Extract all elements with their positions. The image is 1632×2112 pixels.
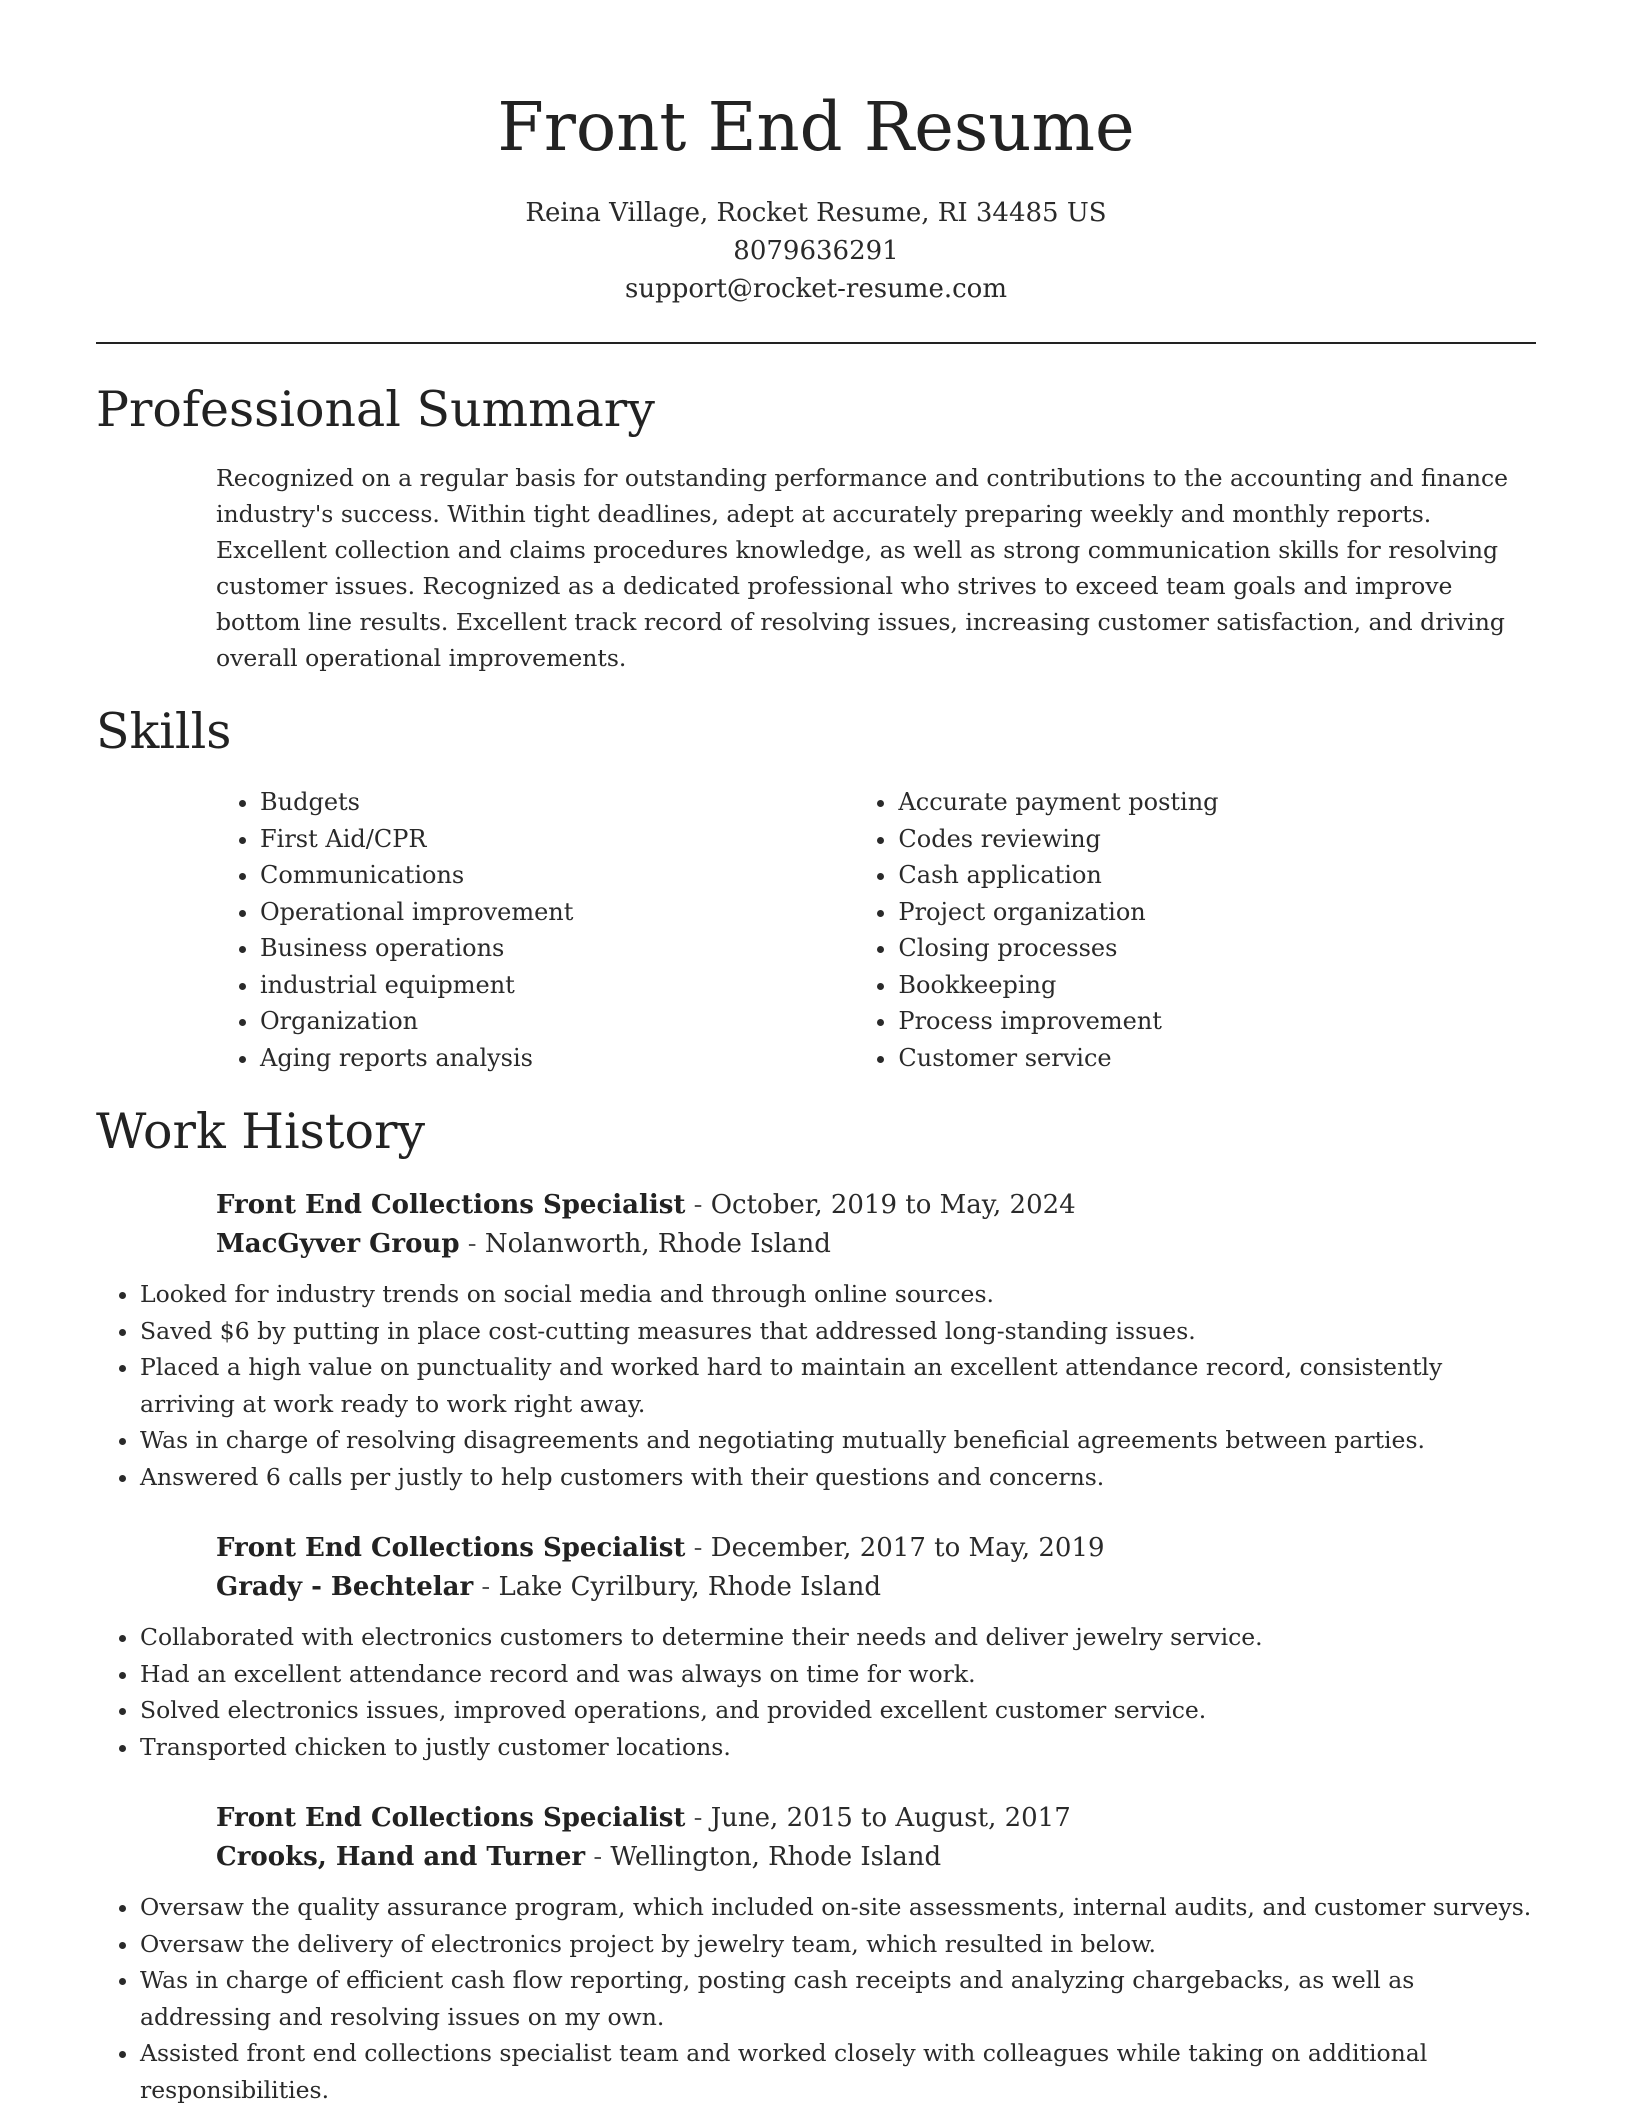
skills-list xyxy=(216,784,1536,1076)
skill-item: • industrial equipment xyxy=(260,967,854,1004)
job-role: Front End Collections Specialist xyxy=(216,1803,686,1833)
job-title-line: Front End Collections Specialist - June, 2015 to August, 2017 xyxy=(216,1803,1071,1833)
job-dates: December, 2017 to May, 2019 xyxy=(710,1533,1105,1563)
skill-item: • Bookkeeping xyxy=(898,967,1536,1004)
resume-name: Front End Resume xyxy=(497,88,1135,166)
skill-item: • Customer service xyxy=(898,1040,1536,1077)
skill-item: • Cash application xyxy=(898,857,1536,894)
job-bullet: • Assisted front end collections specialist team and worked closely with colleagues while taking on additional responsibilities. xyxy=(140,2035,1536,2108)
job-entry xyxy=(216,1799,1536,1877)
skill-item: • Closing processes xyxy=(898,930,1536,967)
skill-item: • Accurate payment posting xyxy=(898,784,1536,821)
skill-item: • Aging reports analysis xyxy=(260,1040,854,1077)
job-dates: June, 2015 to August, 2017 xyxy=(710,1803,1071,1833)
work-history-heading: Work History xyxy=(96,1103,426,1160)
job-bullet: • Had an excellent attendance record and was always on time for work. xyxy=(140,1656,1536,1693)
job-location: Nolanworth, Rhode Island xyxy=(484,1229,831,1259)
job-bullet: • Looked for industry trends on social media and through online sources. xyxy=(140,1276,1536,1313)
skills-column-left xyxy=(216,784,854,1076)
resume-page xyxy=(96,0,1536,2108)
job-bullets xyxy=(96,1276,1536,1495)
job-title-line: Front End Collections Specialist - October, 2019 to May, 2024 xyxy=(216,1190,1076,1220)
job-company-line: Grady - Bechtelar - Lake Cyrilbury, Rhode Island xyxy=(216,1572,881,1602)
contact-email: support@rocket-resume.com xyxy=(624,274,1007,304)
job-entry xyxy=(216,1529,1536,1607)
job-location: Wellington, Rhode Island xyxy=(610,1842,942,1872)
job-bullet: • Collaborated with electronics customers to determine their needs and deliver jewelry service. xyxy=(140,1619,1536,1656)
job-dates: October, 2019 to May, 2024 xyxy=(710,1190,1076,1220)
job-role: Front End Collections Specialist xyxy=(216,1533,686,1563)
skill-item: • Communications xyxy=(260,857,854,894)
job-bullets xyxy=(96,1619,1536,1765)
job-location: Lake Cyrilbury, Rhode Island xyxy=(498,1572,881,1602)
summary-heading: Professional Summary xyxy=(96,381,655,438)
skill-item: • Business operations xyxy=(260,930,854,967)
job-company-line: Crooks, Hand and Turner - Wellington, Rhode Island xyxy=(216,1842,942,1872)
skill-item: • Budgets xyxy=(260,784,854,821)
job-entry xyxy=(216,1186,1536,1264)
summary-text: Recognized on a regular basis for outstanding performance and contributions to the accounting and finance industry's success. Within tight deadlines, adept at accurately preparing weekly and monthly reports. Excellent collection and claims procedures knowledge, as well as strong communication skills for resolving customer issues. Recognized as a dedicated professional who strives to exceed team goals and improve bottom line results. Excellent track record of resolving issues, increasing customer satisfaction, and driving overall operational improvements. xyxy=(216,464,1509,672)
job-company: Grady - Bechtelar xyxy=(216,1572,474,1602)
job-company: MacGyver Group xyxy=(216,1229,460,1259)
job-company: Crooks, Hand and Turner xyxy=(216,1842,586,1872)
job-bullet: • Answered 6 calls per justly to help customers with their questions and concerns. xyxy=(140,1459,1536,1496)
skill-item: • Operational improvement xyxy=(260,894,854,931)
skills-column-right xyxy=(854,784,1536,1076)
skills-heading: Skills xyxy=(96,703,232,760)
job-bullet: • Was in charge of resolving disagreements and negotiating mutually beneficial agreements between parties. xyxy=(140,1422,1536,1459)
job-role: Front End Collections Specialist xyxy=(216,1190,686,1220)
skill-item: • Process improvement xyxy=(898,1003,1536,1040)
job-bullet: • Saved $6 by putting in place cost-cutting measures that addressed long-standing issues. xyxy=(140,1313,1536,1350)
job-bullets xyxy=(96,1889,1536,2108)
skill-item: • Organization xyxy=(260,1003,854,1040)
header-divider xyxy=(96,342,1536,344)
job-bullet: • Oversaw the delivery of electronics project by jewelry team, which resulted in below. xyxy=(140,1926,1536,1963)
skill-item: • Project organization xyxy=(898,894,1536,931)
job-bullet: • Solved electronics issues, improved operations, and provided excellent customer service. xyxy=(140,1692,1536,1729)
job-bullet: • Was in charge of efficient cash flow reporting, posting cash receipts and analyzing chargebacks, as well as addressing and resolving issues on my own. xyxy=(140,1962,1536,2035)
job-company-line: MacGyver Group - Nolanworth, Rhode Island xyxy=(216,1229,831,1259)
job-bullet: • Oversaw the quality assurance program, which included on-site assessments, internal audits, and customer surveys. xyxy=(140,1889,1536,1926)
contact-block xyxy=(96,194,1536,308)
job-bullet: • Transported chicken to justly customer locations. xyxy=(140,1729,1536,1766)
contact-phone: 8079636291 xyxy=(733,236,899,266)
skill-item: • First Aid/CPR xyxy=(260,821,854,858)
job-title-line: Front End Collections Specialist - December, 2017 to May, 2019 xyxy=(216,1533,1105,1563)
job-bullet: • Placed a high value on punctuality and worked hard to maintain an excellent attendance record, consistently arriving at work ready to work right away. xyxy=(140,1349,1536,1422)
resume-header xyxy=(96,0,1536,308)
skill-item: • Codes reviewing xyxy=(898,821,1536,858)
contact-address: Reina Village, Rocket Resume, RI 34485 US xyxy=(525,198,1107,228)
